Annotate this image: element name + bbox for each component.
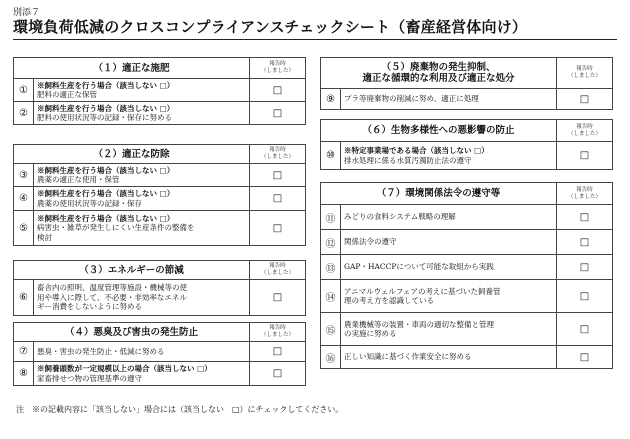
section-7-table <box>320 182 613 369</box>
checklist-row <box>321 205 613 230</box>
section-1-table <box>13 57 306 125</box>
section-2-table <box>13 144 306 246</box>
item-number: ⑬ <box>321 255 341 280</box>
checklist-row <box>321 142 613 170</box>
report-checkbox[interactable]: □ <box>250 211 306 246</box>
checklist-row <box>14 342 306 362</box>
checklist-row <box>14 79 306 102</box>
section-heading: （５）廃棄物の発生抑制、 適正な循環的な利用及び適正な処分 <box>321 58 557 89</box>
section-heading: （２）適正な防除 <box>14 145 250 164</box>
checklist-row <box>14 211 306 246</box>
item-number: ① <box>14 79 34 102</box>
item-number: ⑯ <box>321 346 341 369</box>
section-4-table <box>13 322 306 386</box>
report-checkbox[interactable]: □ <box>250 79 306 102</box>
report-checkbox[interactable]: □ <box>557 89 613 110</box>
item-number: ⑤ <box>14 211 34 246</box>
checklist-row <box>321 255 613 280</box>
report-checkbox[interactable]: □ <box>250 342 306 362</box>
section-heading: （３）エネルギーの節減 <box>14 261 250 280</box>
item-number: ② <box>14 102 34 125</box>
condition-text: ※飼料生産を行う場合（該当しない □） <box>37 103 175 113</box>
report-checkbox[interactable]: □ <box>250 102 306 125</box>
section-heading: （６）生物多様性への悪影響の防止 <box>321 120 557 142</box>
condition-text: ※飼料生産を行う場合（該当しない □） <box>37 213 175 223</box>
item-text: 排水処理に係る水質汚濁防止法の遵守 <box>344 155 472 165</box>
title-underline <box>13 39 617 40</box>
checklist-row <box>321 346 613 369</box>
item-text: 農業機械等の装置・車両の適切な整備と管理 の実施に努める <box>344 319 494 338</box>
report-label: 報告時 （しました） <box>250 323 306 342</box>
item-number: ⑪ <box>321 205 341 230</box>
report-checkbox[interactable]: □ <box>250 280 306 316</box>
report-label: 報告時 （しました） <box>250 145 306 164</box>
report-checkbox[interactable]: □ <box>557 280 613 313</box>
item-text: 肥料の適正な保管 <box>37 90 97 99</box>
footnote: 注 ※の記載内容に「該当しない」場合には（該当しない □）にチェックしてください。 <box>16 405 344 414</box>
report-checkbox[interactable]: □ <box>250 164 306 187</box>
checklist-row <box>321 230 613 255</box>
item-number: ⑫ <box>321 230 341 255</box>
section-6-table <box>320 119 613 170</box>
checklist-row <box>14 102 306 125</box>
item-number: ⑭ <box>321 280 341 313</box>
report-label: 報告時 （しました） <box>557 183 613 205</box>
report-label: 報告時 （しました） <box>250 58 306 79</box>
item-text: アニマルウェルフェアの考えに基づいた飼養管 理の考え方を認識している <box>344 286 501 305</box>
report-checkbox[interactable]: □ <box>557 142 613 170</box>
item-text: みどりの食料システム戦略の理解 <box>344 212 456 222</box>
item-text: プラ等廃棄物の削減に努め、適正に処理 <box>344 94 479 104</box>
section-heading: （１）適正な施肥 <box>14 58 250 79</box>
report-checkbox[interactable]: □ <box>557 230 613 255</box>
item-text: 正しい知識に基づく作業安全に努める <box>344 352 472 362</box>
page-title: 環境負荷低減のクロスコンプライアンスチェックシート（畜産経営体向け） <box>13 18 528 36</box>
item-text: 畜舎内の照明、温度管理等施設・機械等の使 用や導入に際して、不必要・非効率なエネル ギー消費をしないように努める <box>37 283 187 312</box>
section-3-table <box>13 260 306 316</box>
condition-text: ※飼料生産を行う場合（該当しない □） <box>37 189 175 198</box>
item-text: 農薬の使用状況等の記録・保存 <box>37 198 142 208</box>
section-heading: （７）環境関係法令の遵守等 <box>321 183 557 205</box>
checklist-row <box>321 280 613 313</box>
report-checkbox[interactable]: □ <box>250 362 306 386</box>
condition-text: ※飼養頭数が一定規模以上の場合（該当しない □） <box>37 364 212 373</box>
report-checkbox[interactable]: □ <box>557 255 613 280</box>
checklist-row <box>14 362 306 386</box>
section-5-table <box>320 57 613 110</box>
checklist-row <box>14 164 306 187</box>
item-number: ③ <box>14 164 34 187</box>
report-label: 報告時 （しました） <box>557 120 613 142</box>
item-text: 病害虫・雑草が発生しにくい生産条件の整備を 検討 <box>37 223 195 242</box>
attachment-label: 別添７ <box>13 8 41 18</box>
item-text: 肥料の使用状況等の記録・保存に努める <box>37 113 172 122</box>
item-text: 悪臭・害虫の発生防止・低減に努める <box>37 346 165 356</box>
condition-text: ※飼料生産を行う場合（該当しない □） <box>37 165 175 175</box>
checklist-row <box>14 187 306 211</box>
report-checkbox[interactable]: □ <box>557 313 613 346</box>
item-number: ⑧ <box>14 362 34 386</box>
item-text: GAP・HACCPについて可能な取組から実践 <box>344 262 494 272</box>
report-label: 報告時 （しました） <box>557 58 613 89</box>
report-checkbox[interactable]: □ <box>557 346 613 369</box>
item-number: ④ <box>14 187 34 211</box>
item-number: ⑦ <box>14 342 34 362</box>
report-checkbox[interactable]: □ <box>250 187 306 211</box>
checklist-row <box>14 280 306 316</box>
item-text: 家畜排せつ物の管理基準の遵守 <box>37 373 142 383</box>
item-text: 農薬の適正な使用・保管 <box>37 175 120 184</box>
item-number: ⑨ <box>321 89 341 110</box>
report-label: 報告時 （しました） <box>250 261 306 280</box>
section-heading: （４）悪臭及び害虫の発生防止 <box>14 323 250 342</box>
condition-text: ※特定事業場である場合（該当しない □） <box>344 146 489 155</box>
item-text: 関係法令の遵守 <box>344 237 397 247</box>
checklist-row <box>321 89 613 110</box>
item-number: ⑮ <box>321 313 341 346</box>
checklist-row <box>321 313 613 346</box>
item-number: ⑩ <box>321 142 341 170</box>
item-number: ⑥ <box>14 280 34 316</box>
report-checkbox[interactable]: □ <box>557 205 613 230</box>
condition-text: ※飼料生産を行う場合（該当しない □） <box>37 80 175 90</box>
